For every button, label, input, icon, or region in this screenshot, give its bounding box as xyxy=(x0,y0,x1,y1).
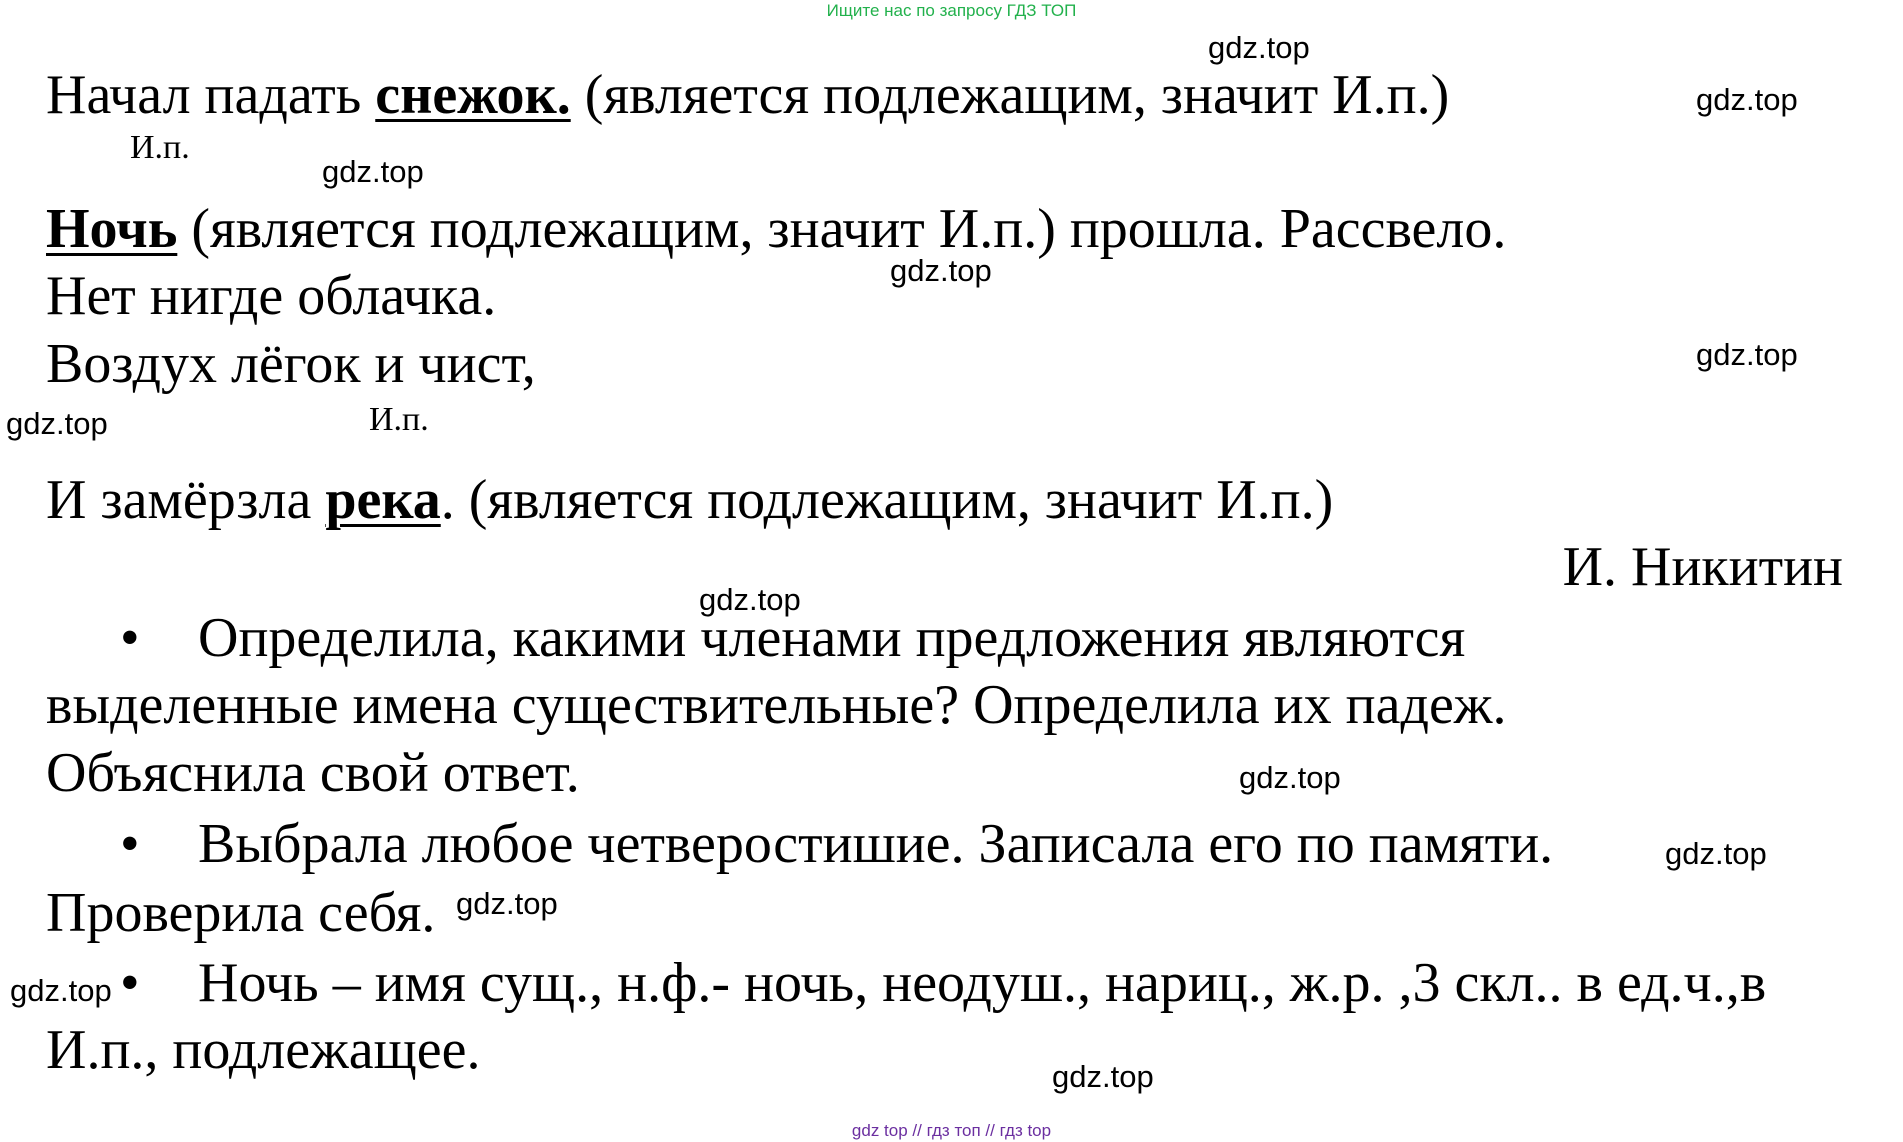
poem-line-5 xyxy=(46,468,1333,532)
poem-line-3: Нет нигде облачка. xyxy=(46,265,497,327)
watermark: gdz.top xyxy=(699,582,801,617)
poem-line-5-note: . (является подлежащим, значит И.п.) xyxy=(440,469,1334,531)
poem-line-1-note: (является подлежащим, значит И.п.) xyxy=(570,64,1450,126)
task-1-line-3: Объяснила свой ответ. xyxy=(46,742,580,804)
poem-line-5-before: И замёрзла xyxy=(46,469,326,531)
task-1-line-2: выделенные имена существительные? Определила их падеж. xyxy=(46,674,1507,736)
watermark: gdz.top xyxy=(890,253,992,288)
watermark: gdz.top xyxy=(1208,30,1310,65)
poem-line-2-rest: (является подлежащим, значит И.п.) прошла. Рассвело. xyxy=(177,198,1507,260)
task-1-text-1: Определила, какими членами предложения являются xyxy=(198,607,1466,669)
top-banner: Ищите нас по запросу ГДЗ ТОП xyxy=(826,1,1077,20)
poem-line-1-before: Начал падать xyxy=(46,64,376,126)
bullet-icon: • xyxy=(120,607,140,669)
watermark: gdz.top xyxy=(1665,836,1767,871)
task-1-line-1 xyxy=(120,606,1465,670)
poem-line-2 xyxy=(46,197,1506,261)
poem-line-1 xyxy=(46,63,1449,127)
task-3-line-1 xyxy=(120,951,1766,1015)
highlighted-noun-noch: Ночь xyxy=(46,198,178,260)
bullet-icon: • xyxy=(120,952,140,1014)
watermark: gdz.top xyxy=(1696,82,1798,117)
watermark: gdz.top xyxy=(10,973,112,1008)
task-3-text-1: Ночь – имя сущ., н.ф.- ночь, неодуш., нариц., ж.р. ,3 скл.. в ед.ч.,в xyxy=(198,952,1767,1014)
poem-line-4: Воздух лёгок и чист, xyxy=(46,333,536,395)
task-2-line-1 xyxy=(120,812,1553,876)
task-3-line-2: И.п., подлежащее. xyxy=(46,1019,481,1081)
bottom-banner: gdz top // гдз топ // гдз top xyxy=(851,1121,1052,1140)
bullet-icon: • xyxy=(120,813,140,875)
watermark: gdz.top xyxy=(6,406,108,441)
task-2-line-2: Проверила себя. xyxy=(46,882,436,944)
highlighted-noun-reka: река xyxy=(325,469,441,531)
watermark: gdz.top xyxy=(1239,760,1341,795)
watermark: gdz.top xyxy=(1696,337,1798,372)
watermark: gdz.top xyxy=(1052,1059,1154,1094)
poem-author: И. Никитин xyxy=(1562,536,1843,598)
highlighted-noun-snezhok: снежок. xyxy=(375,64,571,126)
case-mark-2: И.п. xyxy=(369,401,429,438)
case-mark-1: И.п. xyxy=(130,129,190,166)
watermark: gdz.top xyxy=(322,154,424,189)
watermark: gdz.top xyxy=(456,886,558,921)
task-2-text-1: Выбрала любое четверостишие. Записала его по памяти. xyxy=(198,813,1554,875)
